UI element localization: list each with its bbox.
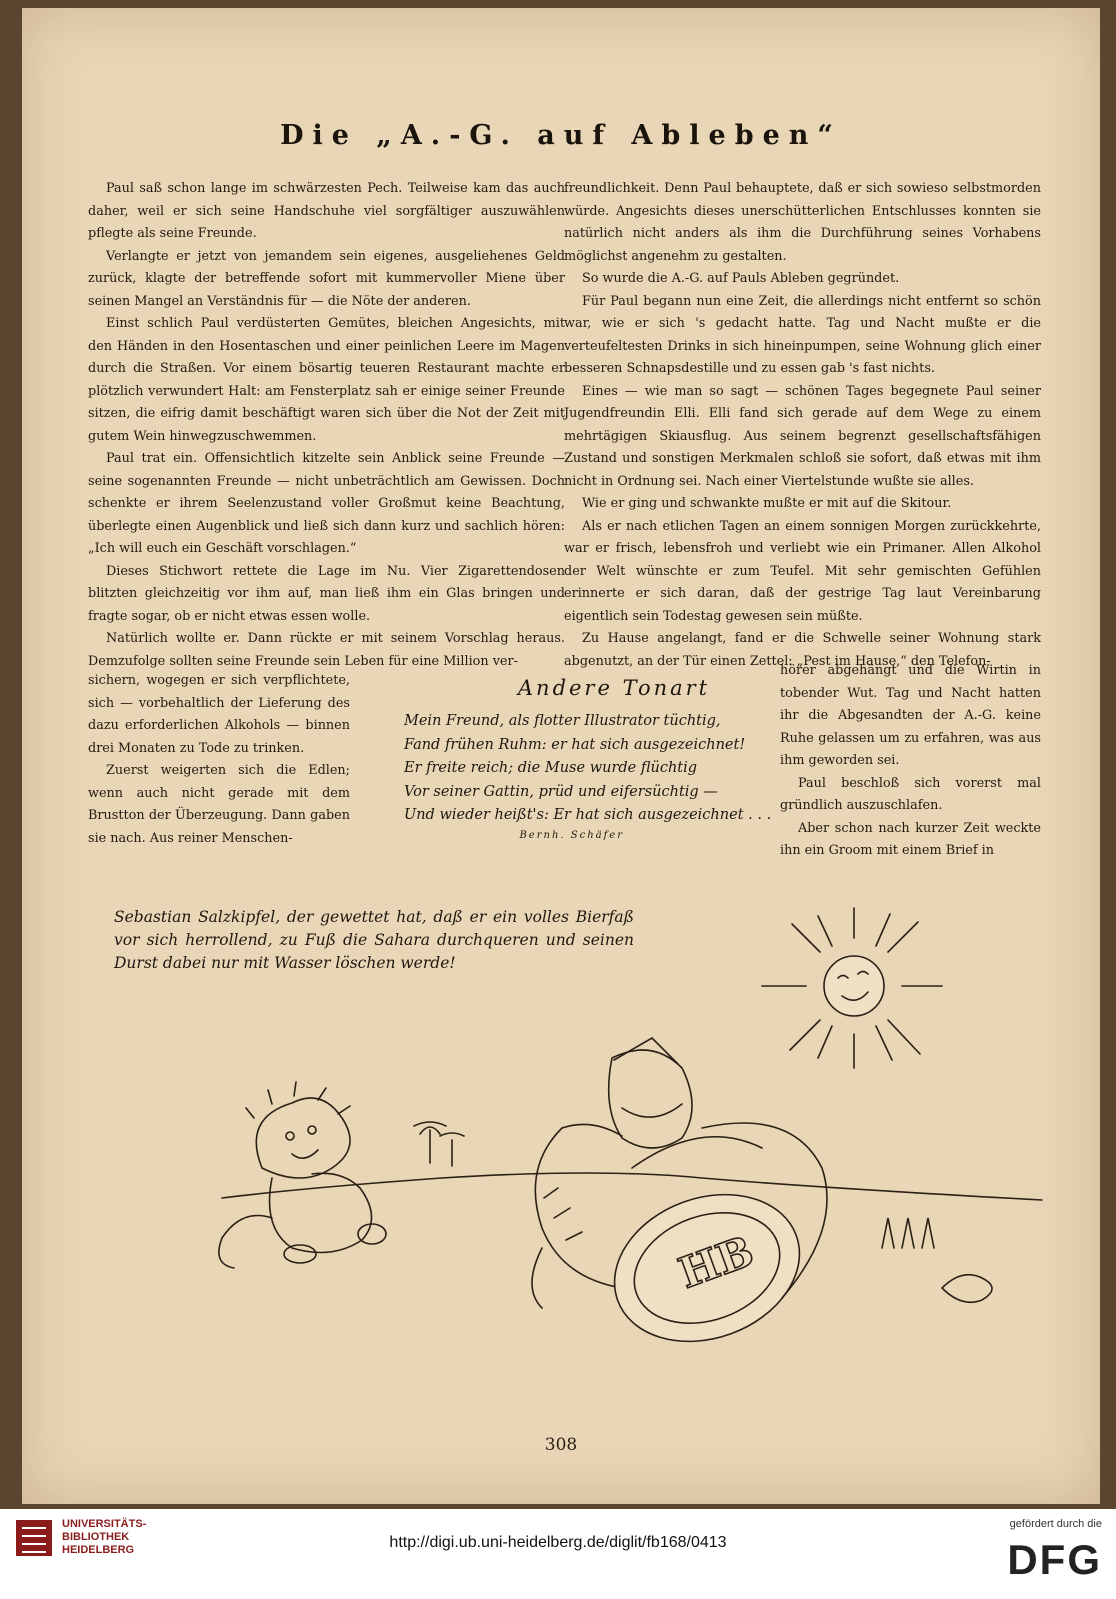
- skeleton-icon: [882, 1218, 992, 1302]
- lion-icon: [219, 1082, 386, 1268]
- page-number: 308: [544, 1435, 578, 1455]
- library-name-line: BIBLIOTHEK: [62, 1531, 130, 1543]
- paragraph: So wurde die A.-G. auf Pauls Ableben gegründet.: [582, 271, 900, 286]
- paragraph: sichern, wogegen er sich verpflichtete, sich — vorbehaltlich der Lieferung des dazu erforderlichen Alkohols — binnen drei Monaten zu Tode zu trinken.: [88, 673, 350, 756]
- right-narrow-text-column: [780, 660, 1041, 863]
- paragraph: Als er nach etlichen Tagen an einem sonnigen Morgen zurückkehrte, war er frisch, lebensfroh und verliebt wie ein Primaner. Allen Alkohol der Welt wünschte er zum Teufel. Mit sehr gemischten Gefühlen erinnerte er sich daran, daß der gestrige Tag laut Vereinbarung eigentlich sein Todestag gewesen sein müßte.: [564, 518, 1041, 624]
- right-text-column: [564, 178, 1041, 673]
- source-url-link[interactable]: http://digi.ub.uni-heidelberg.de/diglit/fb168/0413: [389, 1534, 727, 1551]
- paragraph: Natürlich wollte er. Dann rückte er mit seinem Vorschlag heraus. Demzufolge sollten seine Freunde sein Leben für eine Million ver-: [88, 631, 565, 669]
- illustration-caption: Sebastian Salzkipfel, der gewettet hat, daß er ein volles Bierfaß vor sich herrollend, zu Fuß die Sahara durchqueren und seinen Durst dabei nur mit Wasser löschen werde!: [114, 908, 634, 972]
- poem-line: Und wieder heißt's: Er hat sich ausgezeichnet . . .: [404, 807, 772, 823]
- poem-line: Mein Freund, als flotter Illustrator tüchtig,: [404, 713, 721, 729]
- palm-tree-icon: [414, 1122, 464, 1166]
- paragraph: Paul saß schon lange im schwärzesten Pech. Teilweise kam das auch daher, weil er sich seine Handschuhe viel sorgfältiger auszuwählen pflegte als seine Freunde.: [88, 181, 565, 241]
- poem-line: Vor seiner Gattin, prüd und eifersüchtig —: [404, 783, 718, 800]
- paragraph: freundlichkeit. Denn Paul behauptete, daß er sich sowieso selbstmorden würde. Angesichts dieses unerschütterlichen Entschlusses konnten sie natürlich nicht anders als ihm die Durchführung seines Vorhabens möglichst angenehm zu gestalten.: [564, 181, 1041, 264]
- sun-icon: [762, 908, 942, 1068]
- paragraph: Paul trat ein. Offensichtlich kitzelte sein Anblick seine Freunde — seine sogenannten Freunde — nicht unbeträchtlich am Gewissen. Doch schenkte er ihrem Seelenzustand voller Großmut keine Beachtung, überlegte einen Augenblick und ließ sich dann kurz und sachlich hören: „Ich will euch ein Geschäft vorschlagen.“: [88, 451, 565, 556]
- paragraph: Einst schlich Paul verdüsterten Gemütes, bleichen Angesichts, mit den Händen in den Hosentaschen und einer peinlichen Leere im Magen durch die Straßen. Vor einem bösartig teueren Restaurant machte er plötzlich verwundert Halt: am Fensterplatz sah er einige seiner Freunde sitzen, die eifrig damit beschäftigt waren sich über die Not der Zeit mit gutem Wein hinwegzuschwemmen.: [88, 316, 565, 444]
- poem-box: [384, 676, 774, 841]
- poem-author: Bernh. Schäfer: [519, 829, 624, 841]
- funded-by-label: gefördert durch die: [1009, 1518, 1102, 1530]
- left-text-column: [88, 178, 565, 673]
- paragraph: Verlangte er jetzt von jemandem sein eigenes, ausgeliehenes Geld zurück, klagte der betreffende sofort mit kummervoller Miene über seinen Mangel an Verständnis für — die Nöte der anderen.: [88, 248, 565, 309]
- paragraph: Aber schon nach kurzer Zeit weckte ihn ein Groom mit einem Brief in: [780, 820, 1041, 858]
- paragraph: Wie er ging und schwankte mußte er mit auf die Skitour.: [582, 496, 952, 511]
- paragraph: Zu Hause angelangt, fand er die Schwelle seiner Wohnung stark abgenutzt, an der Tür einen Zettel: „Pest im Hause,“ den Telefon-: [564, 631, 1041, 669]
- poem-title: Andere Tonart: [517, 676, 711, 700]
- library-name-line: UNIVERSITÄTS-: [62, 1518, 147, 1530]
- left-narrow-text-column: [88, 670, 350, 850]
- footer-bar: [0, 1509, 1116, 1599]
- poem-line: Fand frühen Ruhm: er hat sich ausgezeichnet!: [404, 736, 746, 753]
- paragraph: Zuerst weigerten sich die Edlen; wenn auch nicht gerade mit dem Brustton der Überzeugung. Dann gaben sie nach. Aus reiner Menschen-: [88, 763, 350, 846]
- paragraph: Eines — wie man so sagt — schönen Tages begegnete Paul seiner Jugendfreundin Elli. Elli fand sich gerade auf dem Wege zu einem mehrtägigen Skiausflug. Aus seinem begrenzt gesellschaftsfähigen Zustand und sonstigen Merkmalen schloß sie sofort, daß etwas mit ihm nicht in Ordnung sei. Nach einer Viertelstunde wußte sie alles.: [564, 383, 1041, 489]
- paragraph: Für Paul begann nun eine Zeit, die allerdings nicht entfernt so schön war, wie er sich 's gedacht hatte. Tag und Nacht mußte er die verteufeltesten Drinks in sich hineinpumpen, seine Wohnung glich einer besseren Schnapsdestille und zu essen gab 's fast nichts.: [564, 293, 1041, 376]
- barrel-label: HB: [672, 1226, 760, 1298]
- poem-line: Er freite reich; die Muse wurde flüchtig: [404, 760, 698, 776]
- paragraph: hörer abgehängt und die Wirtin in tobender Wut. Tag und Nacht hatten ihr die Abgesandten der A.-G. keine Ruhe gelassen um zu erfahren, was aus ihm geworden sei.: [780, 663, 1041, 768]
- library-name-line: HEIDELBERG: [62, 1544, 135, 1556]
- scanned-page: [22, 8, 1100, 1504]
- paragraph: Paul beschloß sich vorerst mal gründlich auszuschlafen.: [780, 775, 1041, 813]
- article-title: Die „A.-G. auf Ableben“: [280, 120, 842, 151]
- paragraph: Dieses Stichwort rettete die Lage im Nu. Vier Zigarettendosen blitzten gleichzeitig vor ihm auf, man ließ ihm ein Glas bringen und fragte sogar, ob er nicht etwas essen wolle.: [88, 563, 565, 624]
- dfg-logo[interactable]: DFG: [1007, 1536, 1102, 1583]
